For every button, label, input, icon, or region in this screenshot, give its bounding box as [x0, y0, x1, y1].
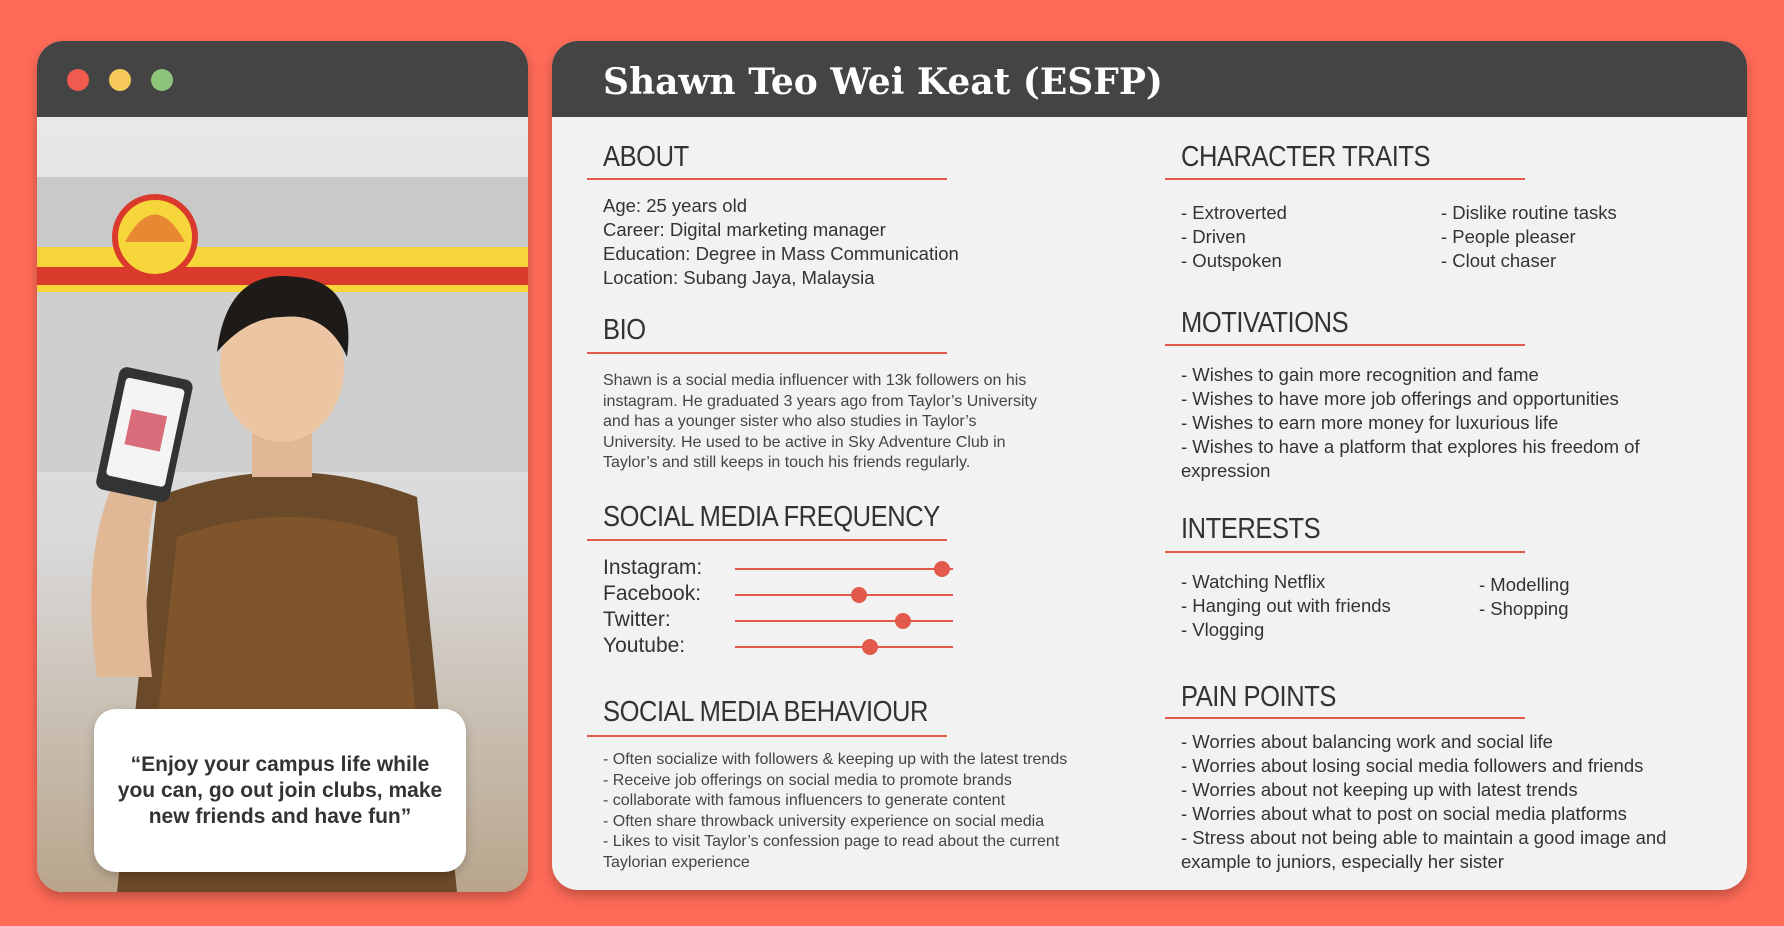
frequency-label: Twitter:: [603, 608, 671, 631]
frequency-knob[interactable]: [934, 561, 950, 577]
bio-line: and has a younger sister who also studies in Taylor’s: [603, 413, 977, 430]
frequency-row-facebook: [603, 582, 963, 608]
bio-line: instagram. He graduated 3 years ago from Taylor’s University: [603, 392, 1037, 410]
behaviour-item: - Likes to visit Taylor’s confession page to read about the current: [603, 833, 1060, 850]
pain-points-divider: [1165, 717, 1525, 719]
interest-item: - Modelling: [1479, 574, 1570, 595]
pain-point-item: example to juniors, especially her sister: [1181, 851, 1504, 872]
quote-card: [94, 709, 466, 872]
frequency-label: Youtube:: [603, 634, 686, 657]
interest-item: - Hanging out with friends: [1181, 595, 1391, 616]
character-traits-heading: CHARACTER TRAITS: [1181, 141, 1431, 173]
interests-column-2: [1479, 573, 1570, 621]
bio-line: University. He used to be active in Sky Adventure Club in: [603, 433, 1006, 451]
pain-point-item: - Worries about not keeping up with latest trends: [1181, 779, 1578, 800]
pain-points-list: [1181, 730, 1666, 874]
frequency-label: Instagram:: [603, 556, 703, 579]
traits-column-1: [1181, 201, 1287, 273]
bio-divider: [587, 352, 947, 354]
behaviour-item: - Receive job offerings on social media to promote brands: [603, 771, 1012, 789]
frequency-knob[interactable]: [862, 639, 878, 655]
about-divider: [587, 178, 947, 180]
frequency-knob[interactable]: [895, 613, 911, 629]
trait-item: - Extroverted: [1181, 202, 1287, 223]
frequency-track: [735, 594, 953, 596]
frequency-row-youtube: [603, 634, 963, 660]
pain-point-item: - Worries about what to post on social media platforms: [1181, 803, 1627, 824]
social-behaviour-divider: [587, 735, 947, 737]
motivations-list: [1181, 363, 1640, 483]
frequency-row-instagram: [603, 556, 963, 582]
about-line: Location: Subang Jaya, Malaysia: [603, 267, 875, 288]
interest-item: - Watching Netflix: [1181, 571, 1326, 592]
interests-divider: [1165, 551, 1525, 553]
close-window-button[interactable]: [67, 69, 89, 91]
bio-heading: BIO: [603, 314, 646, 346]
about-line: Education: Degree in Mass Communication: [603, 243, 959, 264]
pain-point-item: - Worries about balancing work and social life: [1181, 731, 1553, 752]
trait-item: - Outspoken: [1181, 250, 1282, 271]
about-heading: ABOUT: [603, 141, 689, 173]
bio-text: [603, 371, 1037, 474]
motivations-divider: [1165, 344, 1525, 346]
motivation-item: - Wishes to have a platform that explores his freedom of: [1181, 436, 1640, 457]
behaviour-item: - collaborate with famous influencers to generate content: [603, 792, 1006, 809]
window-title-bar: [37, 41, 528, 117]
motivation-item: expression: [1181, 460, 1271, 481]
social-behaviour-list: [603, 750, 1067, 873]
frequency-knob[interactable]: [851, 587, 867, 603]
behaviour-item: - Often share throwback university experience on social media: [603, 812, 1045, 830]
trait-item: - People pleaser: [1441, 226, 1576, 247]
interests-heading: INTERESTS: [1181, 513, 1321, 545]
character-traits-divider: [1165, 178, 1525, 180]
motivations-heading: MOTIVATIONS: [1181, 307, 1349, 339]
frequency-track: [735, 620, 953, 622]
persona-details-window: [552, 41, 1747, 890]
social-frequency-heading: SOCIAL MEDIA FREQUENCY: [603, 501, 940, 533]
interest-item: - Shopping: [1479, 598, 1569, 619]
traits-column-2: [1441, 201, 1617, 273]
trait-item: - Driven: [1181, 226, 1246, 247]
pain-point-item: - Stress about not being able to maintain a good image and: [1181, 827, 1667, 848]
trait-item: - Dislike routine tasks: [1441, 202, 1617, 223]
persona-name: Shawn Teo Wei Keat (ESFP): [603, 61, 1163, 103]
frequency-track: [735, 646, 953, 648]
bio-line: Taylor’s and still keeps in touch his friends regularly.: [603, 454, 971, 471]
interest-item: - Vlogging: [1181, 619, 1265, 640]
frequency-row-twitter: [603, 608, 963, 634]
pain-points-heading: PAIN POINTS: [1181, 681, 1336, 713]
motivation-item: - Wishes to have more job offerings and opportunities: [1181, 388, 1619, 409]
behaviour-item: - Often socialize with followers & keeping up with the latest trends: [603, 751, 1068, 768]
pain-point-item: - Worries about losing social media followers and friends: [1181, 755, 1644, 776]
social-behaviour-heading: SOCIAL MEDIA BEHAVIOUR: [603, 696, 929, 728]
bio-line: Shawn is a social media influencer with 13k followers on his: [603, 372, 1027, 389]
behaviour-item: Taylorian experience: [603, 853, 750, 871]
frequency-track: [735, 568, 953, 570]
social-frequency-divider: [587, 539, 947, 541]
quote-text: “Enjoy your campus life while you can, go out join clubs, make new friends and have fun”: [117, 752, 443, 828]
motivation-item: - Wishes to gain more recognition and fame: [1181, 364, 1539, 385]
motivation-item: - Wishes to earn more money for luxurious life: [1181, 412, 1559, 433]
about-line: Age: 25 years old: [603, 195, 747, 216]
about-line: Career: Digital marketing manager: [603, 219, 886, 240]
persona-header-bar: [552, 41, 1747, 117]
maximize-window-button[interactable]: [151, 69, 173, 91]
profile-photo-window: [37, 41, 528, 892]
minimize-window-button[interactable]: [109, 69, 131, 91]
interests-column-1: [1181, 570, 1391, 642]
about-details: [603, 194, 959, 290]
shell-logo: [115, 197, 195, 277]
trait-item: - Clout chaser: [1441, 250, 1557, 271]
frequency-label: Facebook:: [603, 582, 702, 605]
